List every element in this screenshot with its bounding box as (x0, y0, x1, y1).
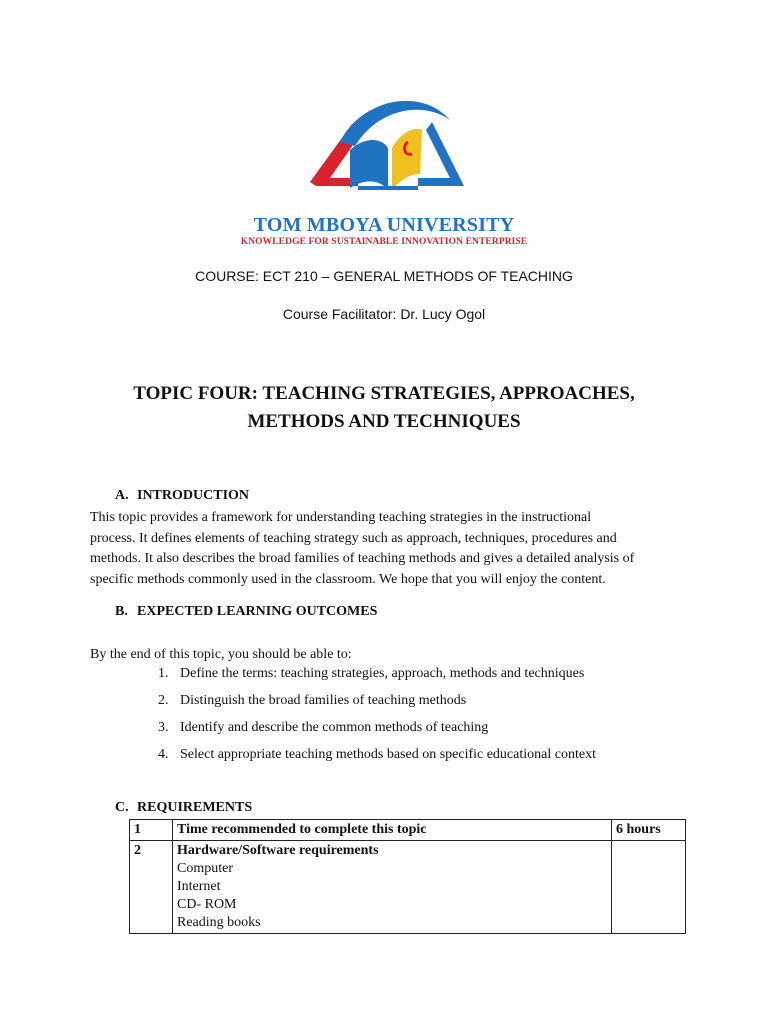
row-title: Time recommended to complete this topic (173, 820, 612, 841)
list-item-number: 4. (158, 747, 169, 762)
section-letter: B. (115, 604, 128, 619)
outcomes-heading (115, 604, 377, 620)
requirement-item: CD- ROM (177, 897, 237, 912)
list-item-text: Distinguish the broad families of teaching methods (180, 693, 467, 708)
section-letter: A. (115, 488, 129, 503)
section-title: INTRODUCTION (137, 488, 250, 503)
section-letter: C. (115, 800, 129, 815)
list-item-text: Select appropriate teaching methods based on specific educational context (180, 747, 596, 762)
introduction-paragraph (90, 508, 690, 590)
outcomes-intro: By the end of this topic, you should be able to: (90, 647, 352, 662)
row-value (612, 841, 686, 934)
section-title: EXPECTED LEARNING OUTCOMES (137, 604, 378, 619)
logo-book-left (350, 140, 388, 190)
university-motto: KNOWLEDGE FOR SUSTAINABLE INNOVATION ENTERPRISE (240, 237, 528, 247)
logo-blue-bracket (418, 122, 464, 186)
list-item (158, 691, 596, 718)
topic-title-line-2: METHODS AND TECHNIQUES (247, 411, 521, 432)
table-row (130, 841, 686, 934)
list-item-number: 1. (158, 666, 169, 681)
logo-base (358, 186, 418, 190)
logo-book-right (392, 129, 422, 190)
course-facilitator: Course Facilitator: Dr. Lucy Ogol (282, 306, 486, 322)
row-number: 1 (130, 820, 173, 841)
introduction-heading (115, 488, 249, 504)
topic-title-line-1: TOPIC FOUR: TEACHING STRATEGIES, APPROACHES, (133, 383, 635, 404)
paragraph-line: This topic provides a framework for understanding teaching strategies in the instructional (90, 510, 592, 525)
list-item-text: Define the terms: teaching strategies, approach, methods and techniques (180, 666, 585, 681)
paragraph-line: specific methods commonly used in the classroom. We hope that you will enjoy the content. (90, 571, 606, 587)
topic-title (0, 380, 768, 436)
list-item (158, 745, 596, 772)
requirements-heading (115, 800, 252, 816)
paragraph-line: methods. It also describes the broad families of teaching methods and gives a detailed analysis of (90, 551, 635, 566)
list-item-text: Identify and describe the common methods of teaching (180, 720, 489, 735)
university-logo (300, 90, 470, 212)
row-value: 6 hours (612, 820, 686, 841)
paragraph-line: process. It defines elements of teaching strategy such as approach, techniques, procedures and (90, 530, 617, 546)
requirement-item: Reading books (177, 915, 261, 930)
row-title: Hardware/Software requirements (177, 843, 379, 858)
list-item (158, 664, 596, 691)
course-title: COURSE: ECT 210 – GENERAL METHODS OF TEACHING (195, 268, 573, 284)
university-name: TOM MBOYA UNIVERSITY (253, 214, 515, 236)
row-number: 2 (130, 841, 173, 934)
requirement-item: Computer (177, 861, 233, 876)
row-content (173, 841, 612, 934)
outcomes-list (158, 664, 596, 772)
list-item (158, 718, 596, 745)
list-item-number: 2. (158, 693, 169, 708)
table-row (130, 820, 686, 841)
requirements-table (129, 819, 686, 934)
list-item-number: 3. (158, 720, 169, 735)
section-title: REQUIREMENTS (137, 800, 253, 815)
requirement-item: Internet (177, 879, 221, 894)
